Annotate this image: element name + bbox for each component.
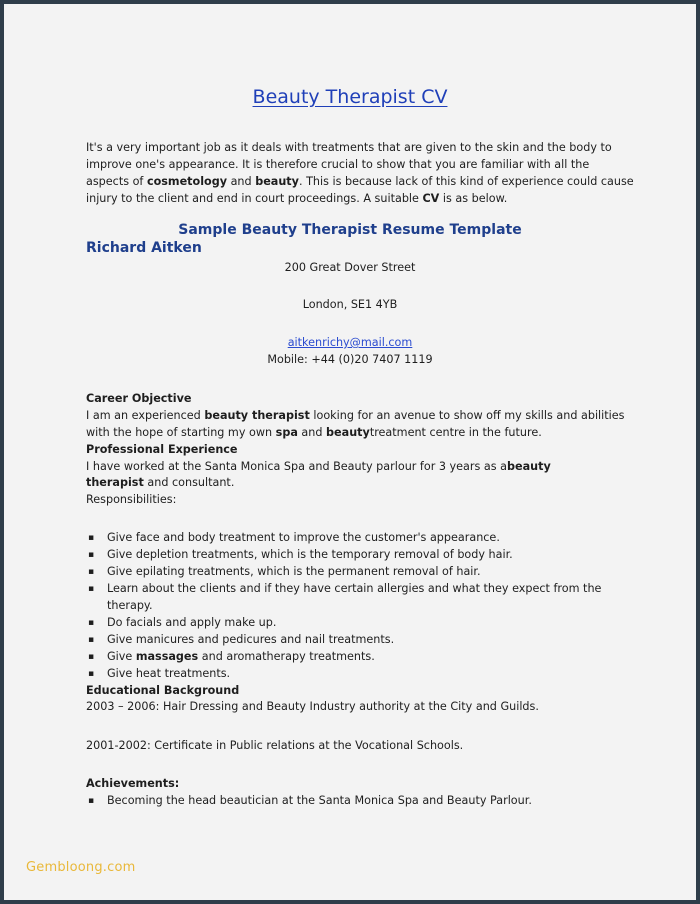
bullet-icon: ▪ bbox=[88, 567, 95, 577]
candidate-name: Richard Aitken bbox=[86, 240, 202, 256]
education-entry: 2001-2002: Certificate in Public relations at the Vocational Schools. bbox=[86, 739, 464, 752]
intro-line-2: improve one's appearance. It is therefore crucial to show that you are familiar with all the bbox=[86, 158, 590, 171]
responsibility-item: Give depletion treatments, which is the temporary removal of body hair. bbox=[107, 548, 513, 561]
contact-mobile: Mobile: +44 (0)20 7407 1119 bbox=[267, 353, 433, 366]
experience-line-2: therapist and consultant. bbox=[86, 476, 235, 489]
bullet-icon: ▪ bbox=[88, 550, 95, 560]
intro-line-1: It's a very important job as it deals with treatments that are given to the skin and the body to bbox=[86, 141, 612, 154]
career-line-1: I am an experienced beauty therapist looking for an avenue to show off my skills and abilities bbox=[86, 409, 625, 422]
contact-email-link[interactable]: aitkenrichy@mail.com bbox=[287, 336, 413, 349]
intro-line-4: injury to the client and end in court proceedings. A suitable CV is as below. bbox=[86, 192, 508, 205]
bullet-icon: ▪ bbox=[88, 584, 95, 594]
bullet-icon: ▪ bbox=[88, 618, 95, 628]
bullet-icon: ▪ bbox=[88, 533, 95, 543]
responsibility-item: Do facials and apply make up. bbox=[107, 616, 277, 629]
sample-heading: Sample Beauty Therapist Resume Template bbox=[178, 222, 522, 238]
bullet-icon: ▪ bbox=[88, 796, 95, 806]
experience-heading: Professional Experience bbox=[86, 443, 238, 456]
responsibility-item: Learn about the clients and if they have certain allergies and what they expect from the bbox=[107, 582, 602, 595]
achievement-item: Becoming the head beautician at the Santa Monica Spa and Beauty Parlour. bbox=[107, 794, 532, 807]
education-entry: 2003 – 2006: Hair Dressing and Beauty Industry authority at the City and Guilds. bbox=[86, 700, 539, 713]
responsibility-item: Give heat treatments. bbox=[107, 667, 231, 680]
contact-city: London, SE1 4YB bbox=[302, 298, 398, 311]
responsibilities-label: Responsibilities: bbox=[86, 493, 177, 506]
career-objective-heading: Career Objective bbox=[86, 392, 192, 405]
bullet-icon: ▪ bbox=[88, 652, 95, 662]
responsibility-item-continued: therapy. bbox=[107, 599, 153, 612]
bullet-icon: ▪ bbox=[88, 635, 95, 645]
responsibility-item: Give face and body treatment to improve the customer's appearance. bbox=[107, 531, 500, 544]
education-heading: Educational Background bbox=[86, 684, 240, 697]
bullet-icon: ▪ bbox=[88, 669, 95, 679]
achievements-heading: Achievements: bbox=[86, 777, 180, 790]
intro-line-3: aspects of cosmetology and beauty. This is because lack of this kind of experience could cause bbox=[86, 175, 634, 188]
career-line-2: with the hope of starting my own spa and beautytreatment centre in the future. bbox=[86, 426, 542, 439]
contact-street: 200 Great Dover Street bbox=[284, 261, 416, 274]
watermark: Gembloong.com bbox=[26, 860, 136, 875]
contact-email-row bbox=[0, 336, 700, 350]
responsibility-item: Give manicures and pedicures and nail treatments. bbox=[107, 633, 395, 646]
responsibility-item: Give massages and aromatherapy treatments. bbox=[107, 650, 375, 663]
document-title: Beauty Therapist CV bbox=[252, 86, 448, 108]
responsibility-item: Give epilating treatments, which is the permanent removal of hair. bbox=[107, 565, 481, 578]
experience-line-1: I have worked at the Santa Monica Spa and Beauty parlour for 3 years as abeauty bbox=[86, 460, 551, 473]
